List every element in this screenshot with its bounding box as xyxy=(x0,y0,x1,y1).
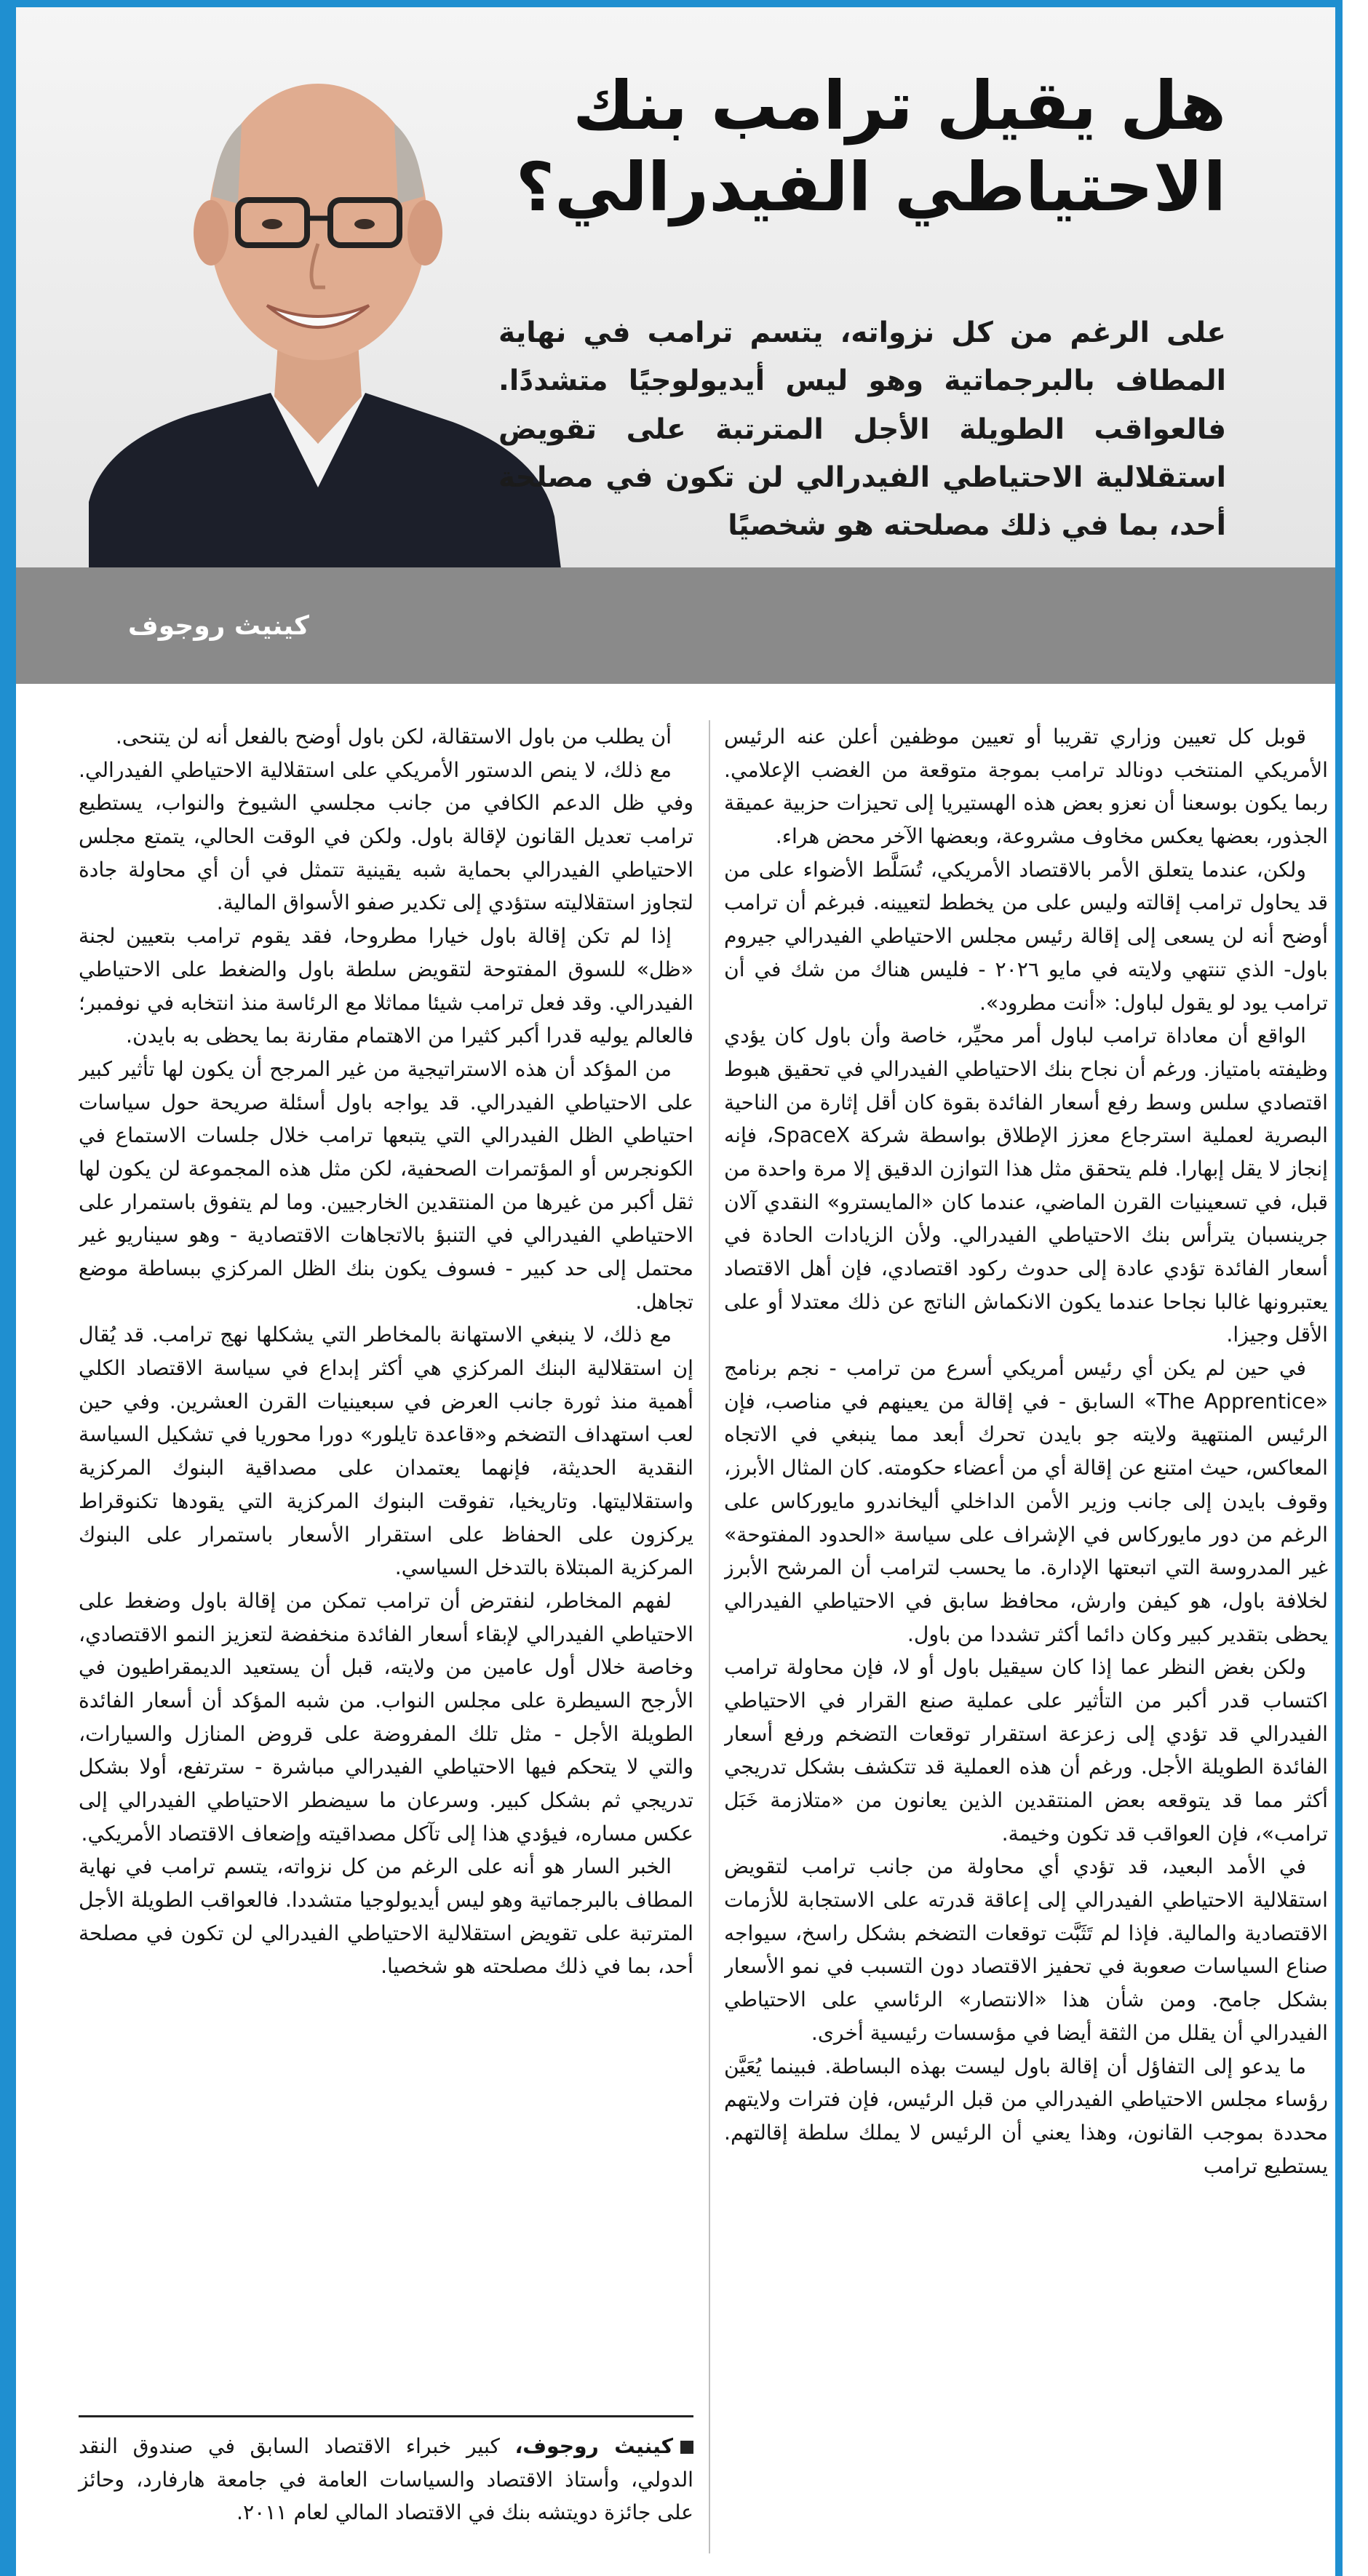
bio-separator xyxy=(79,2415,693,2417)
bio-author-name: كينيث روجوف، xyxy=(514,2434,673,2458)
article-headline: هل يقيل ترامب بنك الاحتياطي الفيدرالي؟ xyxy=(515,67,1226,227)
paragraph: لفهم المخاطر، لنفترض أن ترامب تمكن من إقالة باول وضغط على الاحتياطي الفيدرالي لإبقاء أسعار الفائدة منخفضة لتعزيز النمو الاقتصادي، وخاصة خلال أول عامين من ولايته، قبل أن يستعيد الديمقراطيون في الأرجح السيطرة على مجلس النواب. من شبه المؤكد أن أسعار الفائدة الطويلة الأجل - مثل تلك المفروضة على قروض المنازل والسيارات، والتي لا يتحكم فيها الاحتياطي الفيدرالي مباشرة - سترتفع، أولا بشكل تدريجي ثم بشكل كبير. وسرعان ما سيضطر الاحتياطي الفيدرالي إلى عكس مساره، فيؤدي هذا إلى تآكل مصداقيته وإضعاف الاقتصاد الأمريكي. xyxy=(79,1588,693,1846)
paragraph: إذا لم تكن إقالة باول خيارا مطروحا، فقد يقوم ترامب بتعيين لجنة «ظل» للسوق المفتوحة لتقويض سلطة باول والضغط على الاحتياطي الفيدرالي. وقد فعل ترامب شيئا مماثلا مع الرئاسة منذ انتخابه في نوفمبر؛ فالعالم يوليه قدرا أكبر كثيرا من الاهتمام مقارنة بما يحظى به بايدن. xyxy=(79,924,693,1048)
right-accent-rule xyxy=(1335,0,1343,2576)
square-bullet-icon xyxy=(680,2441,693,2454)
bio-text: كبير خبراء الاقتصاد السابق في صندوق النقد الدولي، وأستاذ الاقتصاد والسياسات العامة في جامعة هارفارد، وحائز على جائزة دويتشه بنك في الاقتصاد المالي لعام ٢٠١١. xyxy=(79,2434,693,2525)
paragraph: الواقع أن معاداة ترامب لباول أمر محيِّر، خاصة وأن باول كان يؤدي وظيفته بامتياز. ورغم أن نجاح بنك الاحتياطي الفيدرالي في تحقيق هبوط اقتصادي سلس وسط رفع أسعار الفائدة بقوة كان أقل إثارة من الناحية البصرية لعملية استرجاع معزز الإطلاق بواسطة شركة SpaceX، فإنه إنجاز لا يقل إبهارا. فلم يتحقق مثل هذا التوازن الدقيق إلا مرة واحدة من قبل، في تسعينيات القرن الماضي، عندما كان «المايسترو» النقدي آلان جرينسبان يترأس بنك الاحتياطي الفيدرالي. ولأن الزيادات الحادة في أسعار الفائدة تؤدي عادة إلى حدوث ركود اقتصادي، فإن أهل الاقتصاد يعتبرونها غالبا نجاحا عندما يكون الانكماش الناتج عن ذلك معتدلا أو على الأقل وجيزا. xyxy=(724,1024,1328,1347)
author-name: كينيث روجوف xyxy=(127,611,309,641)
paragraph: الخبر السار هو أنه على الرغم من كل نزواته، يتسم ترامب في نهاية المطاف بالبرجماتية وهو ليس أيديولوجيا متشددا. فالعواقب الطويلة الأجل المترتبة على تقويض استقلالية الاحتياطي الفيدرالي لن تكون في مصلحة أحد، بما في ذلك مصلحته هو شخصيا. xyxy=(79,1854,693,1979)
paragraph: ما يدعو إلى التفاؤل أن إقالة باول ليست بهذه البساطة. فبينما يُعَيَّن رؤساء مجلس الاحتياطي الفيدرالي من قبل الرئيس، فإن فترات ولايتهم محددة بموجب القانون، وهذا يعني أن الرئيس لا يملك سلطة إقالتهم. يستطيع ترامب xyxy=(724,2054,1328,2178)
body-column-right xyxy=(724,720,1328,2553)
paragraph: ولكن، عندما يتعلق الأمر بالاقتصاد الأمريكي، تُسَلَّط الأضواء على من قد يحاول ترامب إقالته وليس على من يخطط لتعيينه. فبرغم أن ترامب أوضح أنه لن يسعى إلى إقالة رئيس مجلس الاحتياطي الفيدرالي جيروم باول- الذي تنتهي ولايته في مايو ٢٠٢٦ - فليس هناك من شك في أن ترامب يود لو يقول لباول: «أنت مطرود». xyxy=(724,857,1328,1015)
left-accent-rule xyxy=(0,0,16,2576)
body-column-left xyxy=(79,720,693,2393)
author-bar xyxy=(16,567,1335,684)
paragraph: في الأمد البعيد، قد تؤدي أي محاولة من جانب ترامب لتقويض استقلالية الاحتياطي الفيدرالي إلى إعاقة قدرته على الاستجابة للأزمات الاقتصادية والمالية. فإذا لم تَثَبَّت توقعات التضخم بشكل راسخ، سيواجه صناع السياسات صعوبة في تحفيز الاقتصاد دون التسبب في نمو الأسعار بشكل جامح. ومن شأن هذا «الانتصار» الرئاسي على الاحتياطي الفيدرالي أن يقلل من الثقة أيضا في مؤسسات رئيسية أخرى. xyxy=(724,1854,1328,2045)
column-divider xyxy=(709,720,710,2553)
article-deck: على الرغم من كل نزواته، يتسم ترامب في نهاية المطاف بالبرجماتية وهو ليس أيديولوجيًا متشددًا. فالعواقب الطويلة الأجل المترتبة على تقويض استقلالية الاحتياطي الفيدرالي لن تكون في مصلحة أحد، بما في ذلك مصلحته هو شخصيًا xyxy=(498,316,1226,543)
paragraph: قوبل كل تعيين وزاري تقريبا أو تعيين موظفين أعلن عنه الرئيس الأمريكي المنتخب دونالد ترامب بموجة متوقعة من الغضب الإعلامي. ربما يكون بوسعنا أن نعزو بعض هذه الهستيريا إلى تحيزات حزبية عميقة الجذور، بعضها يعكس مخاوف مشروعة، وبعضها الآخر محض هراء. xyxy=(724,725,1328,849)
paragraph: ولكن بغض النظر عما إذا كان سيقيل باول أو لا، فإن محاولة ترامب اكتساب قدر أكبر من التأثير على عملية صنع القرار في الاحتياطي الفيدرالي قد تؤدي إلى زعزعة استقرار توقعات التضخم ورفع أسعار الفائدة الطويلة الأجل. ورغم أن هذه العملية قد تتكشف بشكل تدريجي أكثر مما قد يتوقعه بعض المنتقدين الذين يعانون من «متلازمة خَبَل ترامب»، فإن العواقب قد تكون وخيمة. xyxy=(724,1655,1328,1846)
author-bio xyxy=(79,2430,693,2529)
paragraph: من المؤكد أن هذه الاستراتيجية من غير المرجح أن يكون لها تأثير كبير على الاحتياطي الفيدرالي. قد يواجه باول أسئلة صريحة حول سياسات احتياطي الظل الفيدرالي التي يتبعها ترامب خلال جلسات الاستماع في الكونجرس أو المؤتمرات الصحفية، لكن مثل هذه المجموعة لن يكون لها ثقل أكبر من غيرها من المنتقدين الخارجيين. وما لم يتفوق باستمرار على الاحتياطي الفيدرالي في التنبؤ بالاتجاهات الاقتصادية - وهو سيناريو غير محتمل إلى حد كبير - فسوف يكون بنك الظل المركزي ببساطة موضع تجاهل. xyxy=(79,1056,693,1314)
paragraph: مع ذلك، لا ينبغي الاستهانة بالمخاطر التي يشكلها نهج ترامب. قد يُقال إن استقلالية البنك المركزي هي أكثر إبداع في سياسة الاقتصاد الكلي أهمية منذ ثورة جانب العرض في سبعينيات القرن العشرين. وفي حين لعب استهداف التضخم و«قاعدة تايلور» دورا محوريا في تشكيل السياسة النقدية الحديثة، فإنهما يعتمدان على مصداقية البنوك المركزية واستقلاليتها. وتاريخيا، تفوقت البنوك المركزية التي يقودها تكنوقراط يركزون على الحفاظ على استقرار الأسعار باستمرار على البنوك المركزية المبتلاة بالتدخل السياسي. xyxy=(79,1323,693,1580)
author-portrait xyxy=(60,36,569,575)
top-accent-rule xyxy=(0,0,1343,7)
paragraph: أن يطلب من باول الاستقالة، لكن باول أوضح بالفعل أنه لن يتنحى. xyxy=(115,725,672,749)
paragraph: مع ذلك، لا ينص الدستور الأمريكي على استقلالية الاحتياطي الفيدرالي. وفي ظل الدعم الكافي من جانب مجلسي الشيوخ والنواب، يستطيع ترامب تعديل القانون لإقالة باول. ولكن في الوقت الحالي، يتمتع مجلس الاحتياطي الفيدرالي بحماية شبه يقينية تتمثل في أن أي محاولة جادة لتجاوز استقلاليته ستؤدي إلى تكدير صفو الأسواق المالية. xyxy=(79,757,693,915)
article-header xyxy=(16,7,1335,684)
paragraph: في حين لم يكن أي رئيس أمريكي أسرع من ترامب - نجم برنامج «The Apprentice» السابق - في إقالة من يعينهم في مناصب، فإن الرئيس المنتهية ولايته جو بايدن تحرك أبعد مما ينبغي في الاتجاه المعاكس، حيث امتنع عن إقالة أي من أعضاء حكومته. كان المثال الأبرز، وقوف بايدن إلى جانب وزير الأمن الداخلي أليخاندرو مايوركاس على الرغم من دور مايوركاس في الإشراف على سياسة «الحدود المفتوحة» غير المدروسة التي اتبعتها الإدارة. ما يحسب لترامب أن المرشح الأبرز لخلافة باول، هو كيفن وارش، محافظ سابق في الاحتياطي الفيدرالي يحظى بتقدير كبير وكان دائما أكثر تشددا من باول. xyxy=(724,1356,1328,1646)
